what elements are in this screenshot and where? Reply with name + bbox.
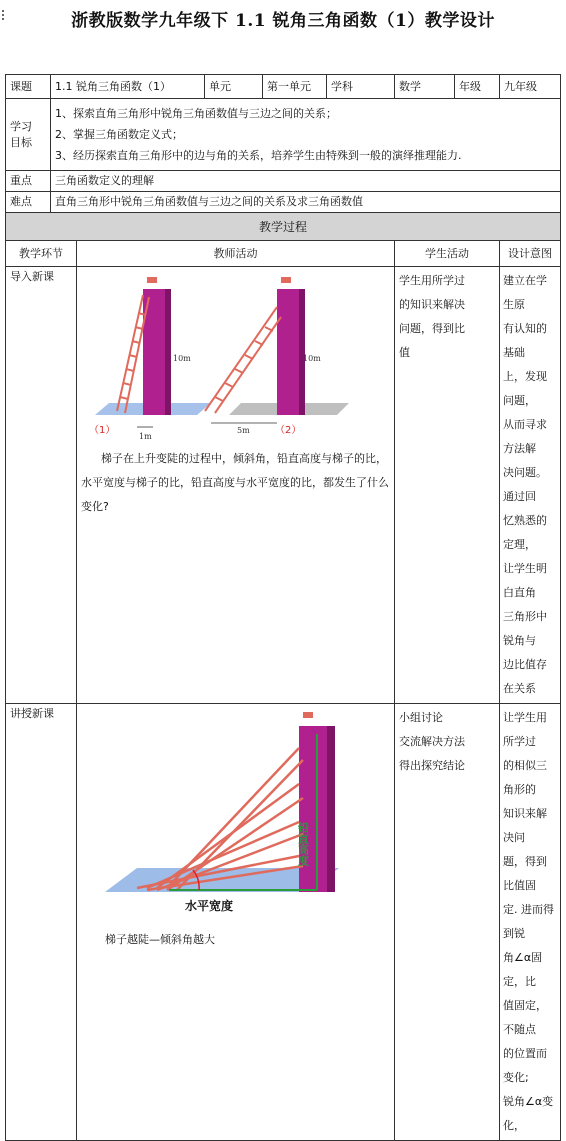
unit-label: 单元 [205, 75, 263, 99]
ladder-figure-2 [77, 704, 365, 926]
new-caption: 梯子越陡—倾斜角越大 [105, 933, 215, 946]
teacher-activity-new [77, 704, 395, 1141]
figure-label-2: （2） [275, 425, 302, 436]
label-1m: 1m [139, 432, 152, 441]
difficulty-label: 难点 [6, 192, 51, 213]
objective-item: 3、经历探索直角三角形中的边与角的关系，培养学生由特殊到一般的演绎推理能力. [55, 149, 462, 162]
vertical-height-label: 铅直高度 [296, 822, 310, 866]
topic-value: 1.1 锐角三角函数（1） [51, 75, 205, 99]
col-student: 学生活动 [395, 241, 500, 267]
student-activity-intro: 学生用所学过 的知识来解决 问题，得到比 值 [395, 267, 500, 704]
horizontal-width-label: 水平宽度 [185, 899, 234, 913]
lesson-table [5, 74, 561, 1141]
subject-label: 学科 [327, 75, 395, 99]
key-point-value: 三角函数定义的理解 [51, 171, 561, 192]
ladder-figure-1 [77, 267, 365, 445]
tower-2-side [299, 289, 305, 415]
intent-intro: 建立在学生原 有认知的基础 上，发现问题， 从而寻求方法解 决问题。通过回 忆熟悉的定理， 让学生明白直角 三角形中锐角与 边比值存在关系 [500, 267, 561, 704]
page-title: 浙教版数学九年级下 1.1 锐角三角函数（1）教学设计 [71, 11, 495, 31]
col-stage: 教学环节 [6, 241, 77, 267]
label-10m-b: 10m [303, 354, 321, 363]
objectives-list [51, 99, 561, 171]
topic-label: 课题 [6, 75, 51, 99]
unit-value: 第一单元 [263, 75, 327, 99]
objectives-label: 学习 目标 [6, 99, 51, 171]
subject-value: 数学 [395, 75, 455, 99]
label-5m: 5m [237, 426, 250, 435]
tower-2 [277, 289, 299, 415]
grade-value: 九年级 [500, 75, 561, 99]
process-title: 教学过程 [6, 213, 561, 241]
tower-1-top-icon [147, 277, 157, 283]
tower-3-side [327, 726, 335, 892]
objective-item: 1、探索直角三角形中锐角三角函数值与三边之间的关系； [55, 107, 337, 120]
student-activity-new: 小组讨论 交流解决方法 得出探究结论 [395, 704, 500, 1141]
tower-3-top-icon [303, 712, 313, 718]
figure-label-1: （1） [89, 425, 116, 436]
stage-intro: 导入新课 [6, 267, 77, 704]
col-teacher: 教师活动 [77, 241, 395, 267]
difficulty-value: 直角三角形中锐角三角函数值与三边之间的关系及求三角函数值 [51, 192, 561, 213]
label-10m-a: 10m [173, 354, 191, 363]
grade-label: 年级 [455, 75, 500, 99]
intro-question: 梯子在上升变陡的过程中，倾斜角，铅直高度与梯子的比，水平宽度与梯子的比，铅直高度与水平宽度的比，都发生了什么变化? [81, 452, 389, 513]
teacher-activity-intro [77, 267, 395, 704]
ladder-2 [205, 307, 281, 413]
key-point-label: 重点 [6, 171, 51, 192]
tower-3 [296, 726, 327, 892]
col-intent: 设计意图 [500, 241, 561, 267]
objective-item: 2、掌握三角函数定义式； [55, 128, 183, 141]
tower-2-top-icon [281, 277, 291, 283]
stage-new: 讲授新课 [6, 704, 77, 1141]
intent-new: 让学生用所学过 的相似三角形的 知识来解决问 题，得到比值固 定. 进而得到锐 角∠α固定，比 值固定，不随点 的位置而变化; 锐角∠α变化， [500, 704, 561, 1141]
tower-1-side [165, 289, 171, 415]
